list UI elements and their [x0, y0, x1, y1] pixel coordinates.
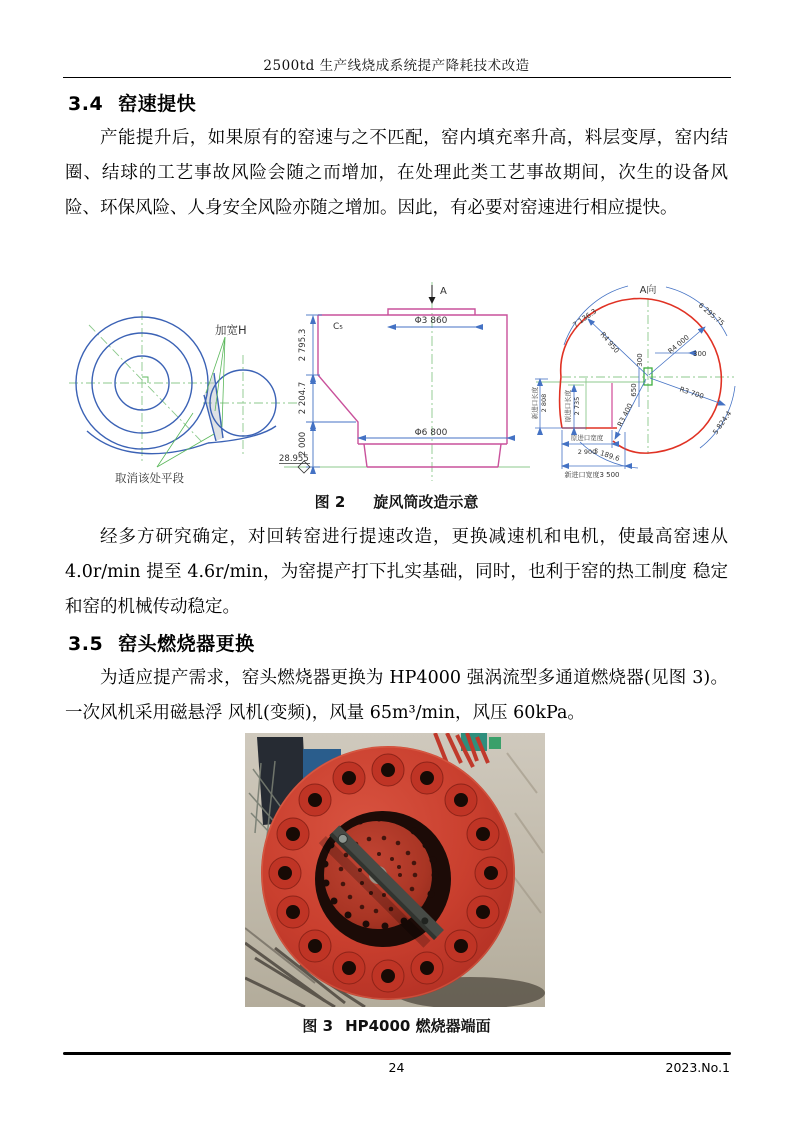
- cyclone-elevation-drawing: [278, 278, 535, 488]
- cyclone-outline: [318, 309, 507, 467]
- section-number: 3.4: [68, 93, 104, 115]
- dim-r4000: R4 000: [666, 333, 691, 356]
- section-title: 窑头燃烧器更换: [118, 633, 255, 655]
- figure2-caption: [0, 491, 793, 512]
- section-heading-3-5: [68, 629, 255, 656]
- dim-old-inlet-width: 2 900: [577, 448, 597, 456]
- dim-r4950: R4 950: [598, 330, 621, 355]
- running-header: 2500td 生产线烧成系统提产降耗技术改造: [263, 58, 530, 74]
- section-title: 窑速提快: [118, 93, 197, 115]
- footer-rule: [63, 1052, 731, 1055]
- dim-r3400: R3 400: [616, 402, 635, 429]
- figure3-caption: [0, 1015, 793, 1036]
- centerlines: [69, 311, 298, 461]
- label-new-inlet-width: 新进口宽度3 500: [564, 471, 620, 479]
- dim-300-vertical: 300: [636, 353, 644, 367]
- paragraph-speed-upgrade: 经多方研究确定，对回转窑进行提速改造，更换减速机和电机，使最高窑速从 4.0r/min 提至 4.6r/min，为窑提产打下扎实基础，同时，也利于窑的热工制度 稳定和窑的机械传动稳定。: [65, 527, 728, 617]
- label-c5: C₅: [333, 322, 343, 332]
- scroll-outline: [76, 317, 276, 454]
- dim-2204: 2 204.7: [298, 381, 308, 415]
- figure2-caption-text: 旋风筒改造示意: [373, 493, 479, 511]
- section-label-a: A: [440, 286, 447, 297]
- label-old-inlet-length: 原进口长度: [564, 389, 572, 423]
- figure2-caption-label: 图 2: [314, 493, 346, 511]
- dim-arc-7136: 7 136.3: [571, 307, 599, 330]
- dim-phi-3860: Φ3 860: [414, 316, 448, 326]
- page-number: 24: [388, 1060, 405, 1075]
- paragraph-kiln-speed: 产能提升后，如果原有的窑速与之不匹配，窑内填充率升高，料层变厚，窑内结圈、结球的工艺事故风险会随之而增加，在处理此类工艺事故期间，次生的设备风险、环保风险、人身安全风险亦随之增加。因此，有必要对窑速进行相应提快。: [65, 128, 728, 218]
- dim-2795: 2 795.3: [298, 328, 308, 362]
- centerlines: [284, 282, 530, 481]
- dim-old-inlet-length: 2 735: [573, 396, 581, 416]
- cyclone-section-a-drawing: [528, 282, 740, 490]
- dim-phi-6800: Φ6 800: [414, 428, 448, 438]
- paragraph-burner: 为适应提产需求，窑头燃烧器更换为 HP4000 强涡流型多通道燃烧器(见图 3)。一次风机采用磁悬浮 风机(变频)，风量 65m³/min，风压 60kPa。: [65, 668, 728, 723]
- centerlines: [536, 298, 734, 454]
- figure3-caption-label: 图 3: [302, 1017, 334, 1035]
- dim-arc-5824: 5 824.4: [711, 409, 734, 437]
- cyclone-scroll-drawing: [65, 285, 300, 485]
- dim-r3700: R3 700: [678, 385, 705, 401]
- dim-arc-6295: 6 295.75: [696, 301, 726, 328]
- dim-new-inlet-length: 2 808: [540, 393, 548, 413]
- label-cancel-flat: 取消该处平段: [115, 471, 184, 485]
- dim-arc-5189: 5 189.6: [592, 447, 621, 464]
- label-new-inlet-length: 新进口长度: [531, 386, 539, 420]
- issue-number: 2023.No.1: [665, 1060, 730, 1075]
- dim-2000: 2 000: [298, 431, 308, 457]
- section-number: 3.5: [68, 633, 104, 655]
- burner-photo: [245, 733, 545, 1007]
- section-heading-3-4: [68, 89, 196, 116]
- dim-elevation: 28.955: [279, 454, 309, 464]
- dim-300-horizontal: 300: [693, 350, 707, 358]
- section-arrow-head: [429, 297, 436, 304]
- label-widen-h: 加宽H: [215, 323, 247, 337]
- label-old-inlet-width: 原进口宽度: [570, 434, 604, 442]
- right-angle-mark: [142, 377, 148, 383]
- figure3-caption-text: HP4000 燃烧器端面: [345, 1017, 491, 1035]
- view-label-a: A向: [639, 285, 657, 296]
- dim-650: 650: [630, 383, 638, 397]
- header-rule: [63, 77, 731, 78]
